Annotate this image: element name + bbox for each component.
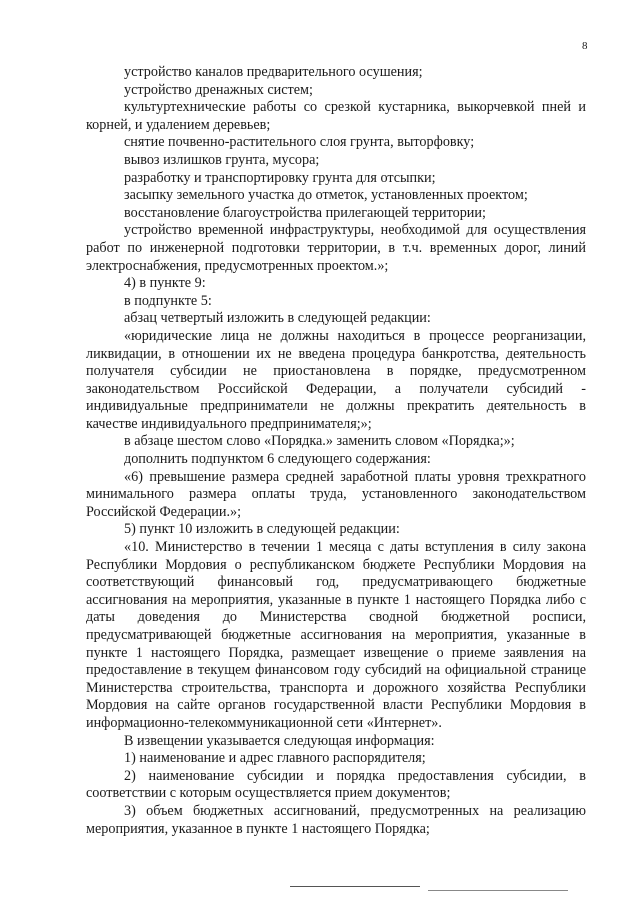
paragraph: 4) в пункте 9: [124,275,206,292]
paragraph: дополнить подпунктом 6 следующего содержания: [124,451,431,468]
paragraph: «10. Министерство в течении 1 месяца с даты вступления в силу закона Республики Мордовия о республиканском бюджете Республики Мордовия на соответствующий финансовый год, предусматривающего бюджетные ассигнования на мероприятия, указанные в пункте 1 настоящего Порядка либо с даты доведения до Министерства сводной бюджетной росписи, предусматривающей бюджетные ассигнования на мероприятия, указанные в пункте 1 настоящего Порядка, размещает извещение о приеме заявления на предоставление в текущем финансовом году субсидий на официальной странице Министерства строительства, транспорта и дорожного хозяйства Республики Мордовия на сайте органов государственной власти Республики Мордовия в информационно-телекоммуникационной сети «Интернет». [86,539,586,731]
paragraph: «юридические лица не должны находиться в процессе реорганизации, ликвидации, в отношении их не введена процедура банкротства, деятельность получателя субсидии не приостановлена в порядке, предусмотренном законодательством Российской Федерации, а получатели субсидий - индивидуальные предприниматели не должны прекратить деятельность в качестве индивидуального предпринимателя;»; [86,327,586,432]
paragraph: разработку и транспортировку грунта для отсыпки; [124,169,436,186]
paragraph: в абзаце шестом слово «Порядка.» заменить словом «Порядка;»; [124,433,515,450]
paragraph: снятие почвенно-растительного слоя грунта, выторфовку; [124,134,475,151]
paragraph: 1) наименование и адрес главного распорядителя; [124,750,426,767]
page-number: 8 [582,40,588,52]
paragraph: абзац четвертый изложить в следующей редакции: [124,310,431,327]
paragraph: культуртехнические работы со срезкой кустарника, выкорчевкой пней и корней, и удалением деревьев; [86,99,586,133]
paragraph: «6) превышение размера средней заработной платы уровня трехкратного минимального размера оплаты труда, установленного законодательством Российской Федерации.»; [86,468,586,520]
document-body [86,64,586,838]
paragraph: устройство временной инфраструктуры, необходимой для осуществления работ по инженерной подготовки территории, в т.ч. временных дорог, линий электроснабжения, предусмотренных проектом.»; [86,222,586,274]
scan-artifact-line [428,890,568,891]
paragraph: 3) объем бюджетных ассигнований, предусмотренных на реализацию мероприятия, указанное в пункте 1 настоящего Порядка; [86,802,586,837]
paragraph: В извещении указывается следующая информация: [124,732,435,749]
paragraph: засыпку земельного участка до отметок, установленных проектом; [124,187,528,204]
paragraph: в подпункте 5: [124,292,212,309]
paragraph: устройство каналов предварительного осушения; [124,64,423,80]
paragraph: восстановление благоустройства прилегающей территории; [124,204,486,221]
paragraph: 5) пункт 10 изложить в следующей редакции: [124,521,400,538]
paragraph: 2) наименование субсидии и порядка предоставления субсидии, в соответствии с которым осуществляется прием документов; [86,767,586,802]
paragraph: устройство дренажных систем; [124,81,313,98]
scan-artifact-line [290,886,420,887]
paragraph: вывоз излишков грунта, мусора; [124,151,320,168]
